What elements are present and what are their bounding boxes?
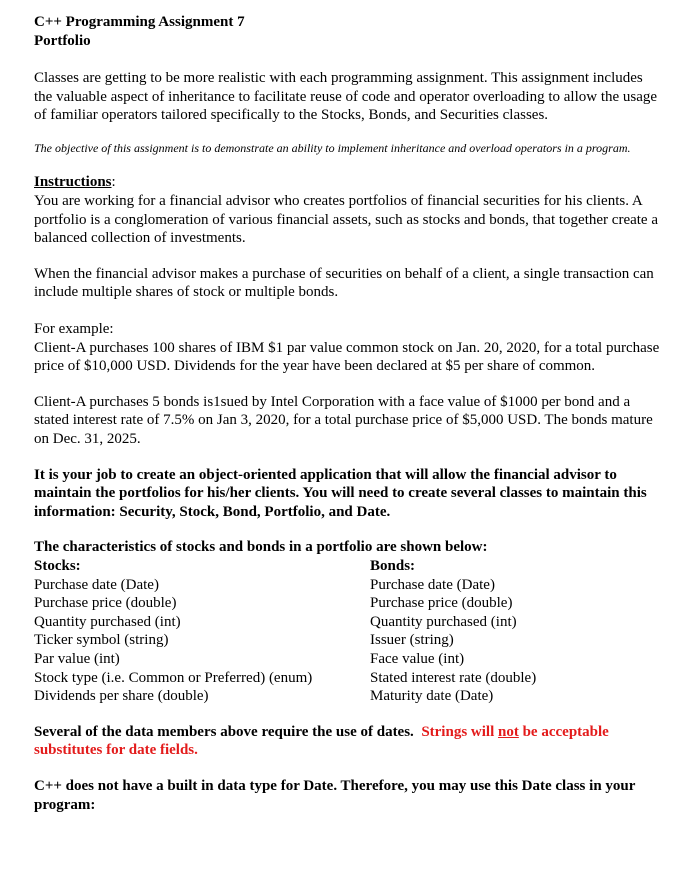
bond-field: Purchase date (Date) — [370, 576, 495, 593]
dates-warning-not: not — [498, 723, 519, 740]
stock-field: Purchase price (double) — [34, 595, 177, 612]
bond-field: Quantity purchased (int) — [370, 613, 517, 630]
bonds-heading: Bonds: — [370, 557, 416, 574]
stock-field: Purchase date (Date) — [34, 576, 159, 593]
dates-warning-start: Strings will — [421, 723, 498, 740]
dates-warning-end: be acceptable substitutes for date fields. — [34, 723, 609, 759]
characteristics-columns — [34, 557, 664, 706]
document-title: C++ Programming Assignment 7 — [34, 14, 245, 30]
instructions-heading: Instructions — [34, 174, 112, 191]
document-subtitle: Portfolio — [34, 32, 91, 49]
date-class-note: C++ does not have a built in data type for Date. Therefore, you may use this Date class in your program: — [34, 777, 636, 813]
dates-note-text: Several of the data members above require the use of dates. — [34, 723, 414, 740]
intro-paragraph: Classes are getting to be more realistic with each programming assignment. This assignment includes the valuable aspect of inheritance to facilitate reuse of code and operator overloading to allow the usage of familiar operators tailored specifically to the Stocks, Bonds, and Securities classes. — [34, 70, 658, 124]
job-statement: It is your job to create an object-oriented application that will allow the financial advisor to maintain the portfolios for his/her clients. You will need to create several classes to maintain this information: Security, Stock, Bond, Portfolio, and Date. — [34, 466, 647, 520]
bond-field: Purchase price (double) — [370, 595, 513, 612]
example-label: For example: — [34, 321, 114, 338]
bond-field: Maturity date (Date) — [370, 688, 494, 705]
instructions-paragraph-1: You are working for a financial advisor who creates portfolios of financial securities for his clients. A portfolio is a conglomeration of various financial assets, such as stocks and bonds, that together create a balanced collection of investments. — [34, 193, 658, 247]
bonds-column — [370, 557, 664, 706]
characteristics-heading: The characteristics of stocks and bonds in a portfolio are shown below: — [34, 539, 488, 556]
dates-requirement-note — [34, 723, 664, 760]
stocks-heading: Stocks: — [34, 557, 81, 574]
instructions-paragraph-2: When the financial advisor makes a purchase of securities on behalf of a client, a single transaction can include multiple shares of stock or multiple bonds. — [34, 265, 654, 301]
bond-field: Face value (int) — [370, 650, 465, 667]
stock-field: Dividends per share (double) — [34, 688, 209, 705]
instructions-block — [34, 173, 664, 247]
example-stock-purchase: Client-A purchases 100 shares of IBM $1 par value common stock on Jan. 20, 2020, for a total purchase price of $10,000 USD. Dividends for the year have been declared at $5 per share of common. — [34, 339, 660, 375]
objective-statement: The objective of this assignment is to demonstrate an ability to implement inheritance and overload operators in a program. — [34, 140, 631, 155]
stock-field: Quantity purchased (int) — [34, 613, 181, 630]
bond-field: Issuer (string) — [370, 632, 454, 649]
instructions-heading-colon: : — [111, 174, 116, 191]
bond-field: Stated interest rate (double) — [370, 669, 537, 686]
stock-field: Ticker symbol (string) — [34, 632, 169, 649]
stock-field: Par value (int) — [34, 650, 120, 667]
stocks-column — [34, 557, 370, 706]
example-bond-purchase: Client-A purchases 5 bonds is1sued by Intel Corporation with a face value of $1000 per bond and a stated interest rate of 7.5% on Jan 3, 2020, for a total purchase price of $5,000 USD. The bonds mature on Dec. 31, 2025. — [34, 393, 653, 447]
stock-field: Stock type (i.e. Common or Preferred) (enum) — [34, 669, 313, 686]
